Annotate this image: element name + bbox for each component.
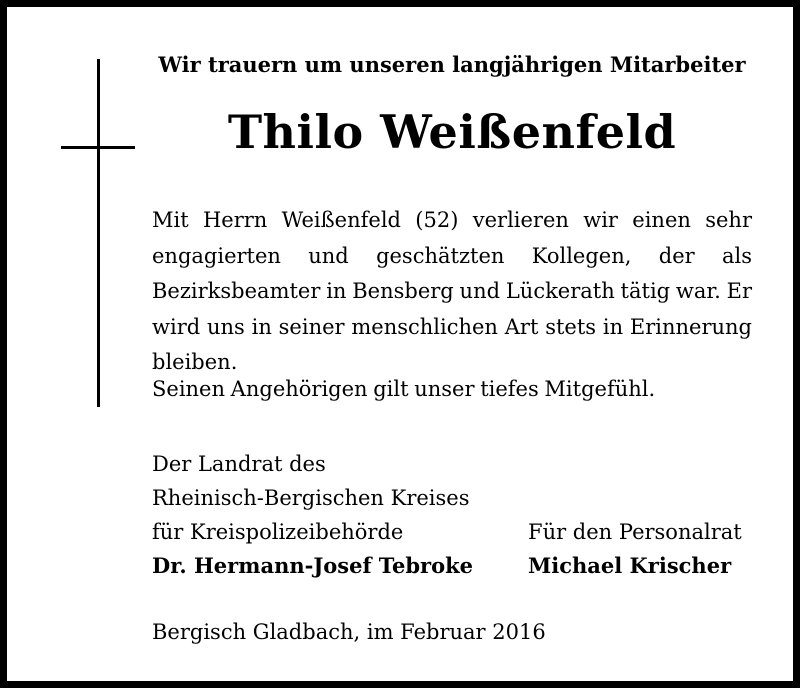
right-signature-line-1: Für den Personalrat bbox=[528, 520, 742, 544]
left-signature-line-1: Der Landrat des bbox=[152, 452, 326, 476]
deceased-name: Thilo Weißenfeld bbox=[227, 105, 677, 159]
sympathy-line: Seinen Angehörigen gilt unser tiefes Mitgefühl. bbox=[152, 377, 656, 401]
left-signer-name: Dr. Hermann-Josef Tebroke bbox=[152, 553, 474, 578]
intro-line: Wir trauern um unseren langjährigen Mitarbeiter bbox=[158, 52, 746, 77]
tribute-text: Mit Herrn Weißenfeld (52) verlieren wir einen sehr engagierten und geschätzten Kollegen, der als Bezirksbeamter in Bensberg und Lückerath tätig war. Er wird uns in seiner menschlichen Art stets in Erinnerung bleiben. bbox=[152, 208, 752, 374]
cross-vertical-bar bbox=[97, 59, 100, 407]
place-date: Bergisch Gladbach, im Februar 2016 bbox=[152, 620, 546, 644]
right-signer-name: Michael Krischer bbox=[528, 553, 732, 578]
left-signature-line-3: für Kreispolizeibehörde bbox=[152, 520, 404, 544]
cross-horizontal-bar bbox=[61, 146, 135, 149]
left-signature-line-2: Rheinisch-Bergischen Kreises bbox=[152, 486, 470, 510]
